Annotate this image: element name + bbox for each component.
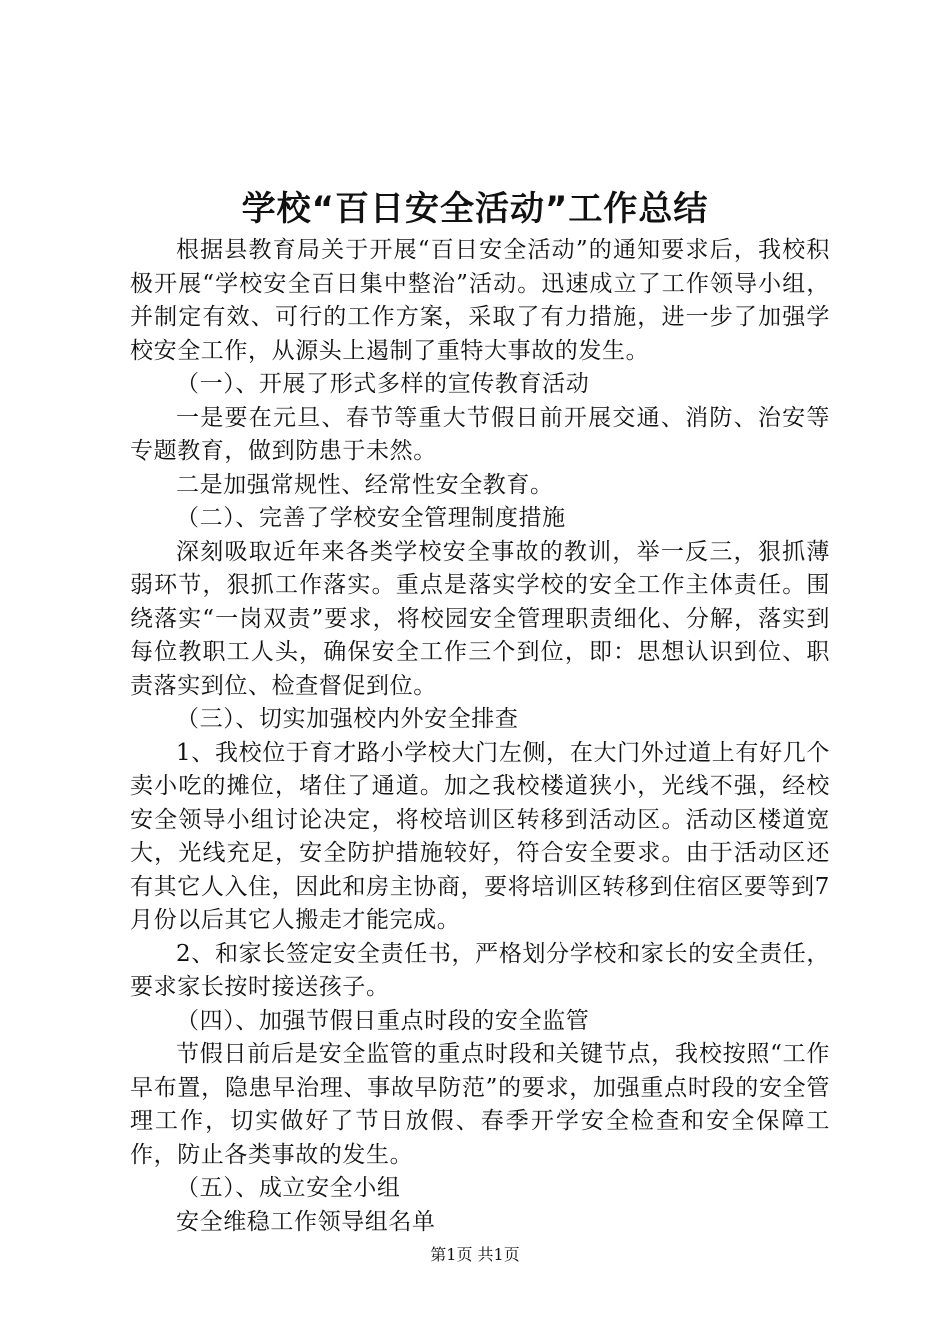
paragraph: 二是加强常规性、经常性安全教育。 (176, 471, 554, 498)
section-heading-2: （二）、完善了学校安全管理制度措施 (176, 505, 566, 531)
page-footer: 第1页 共1页 (430, 1245, 520, 1264)
section-heading-4: （四）、加强节假日重点时段的安全监管 (176, 1007, 590, 1034)
section-heading-5: （五）、成立安全小组 (176, 1175, 401, 1201)
document-body (130, 234, 830, 1239)
paragraph-intro: 根据县教育局关于开展“百日安全活动”的通知要求后，我校积极开展“学校安全百日集中整治”活动。迅速成立了工作领导小组，并制定有效、可行的工作方案，采取了有力措施，进一步了加强学校安全工作，从源头上遏制了重特大事故的发生。 (130, 237, 830, 364)
paragraph: 一是要在元旦、春节等重大节假日前开展交通、消防、治安等专题教育，做到防患于未然。 (130, 404, 830, 464)
section-heading-1: （一）、开展了形式多样的宣传教育活动 (176, 371, 590, 397)
paragraph: 深刻吸取近年来各类学校安全事故的教训，举一反三，狠抓薄弱环节，狠抓工作落实。重点是落实学校的安全工作主体责任。围绕落实“一岗双责”要求，将校园安全管理职责细化、分解，落实到每位教职工人头，确保安全工作三个到位，即：思想认识到位、职责落实到位、检查督促到位。 (130, 538, 830, 699)
document-title: 学校“百日安全活动”工作总结 (241, 189, 709, 229)
section-heading-3: （三）、切实加强校内外安全排查 (176, 706, 519, 732)
paragraph: 1、我校位于育才路小学校大门左侧，在大门外过道上有好几个卖小吃的摊位，堵住了通道。加之我校楼道狭小，光线不强，经校安全领导小组讨论决定，将校培训区转移到活动区。活动区楼道宽大，光线充足，安全防护措施较好，符合安全要求。由于活动区还有其它人入住，因此和房主协商，要将培训区转移到住宿区要等到7月份以后其它人搬走才能完成。 (130, 739, 830, 933)
paragraph: 节假日前后是安全监管的重点时段和关键节点，我校按照“工作早布置，隐患早治理、事故早防范”的要求，加强重点时段的安全管理工作，切实做好了节日放假、春季开学安全检查和安全保障工作，防止各类事故的发生。 (130, 1041, 830, 1168)
paragraph: 安全维稳工作领导组名单 (176, 1208, 436, 1235)
paragraph: 2、和家长签定安全责任书，严格划分学校和家长的安全责任，要求家长按时接送孩子。 (130, 940, 830, 1000)
